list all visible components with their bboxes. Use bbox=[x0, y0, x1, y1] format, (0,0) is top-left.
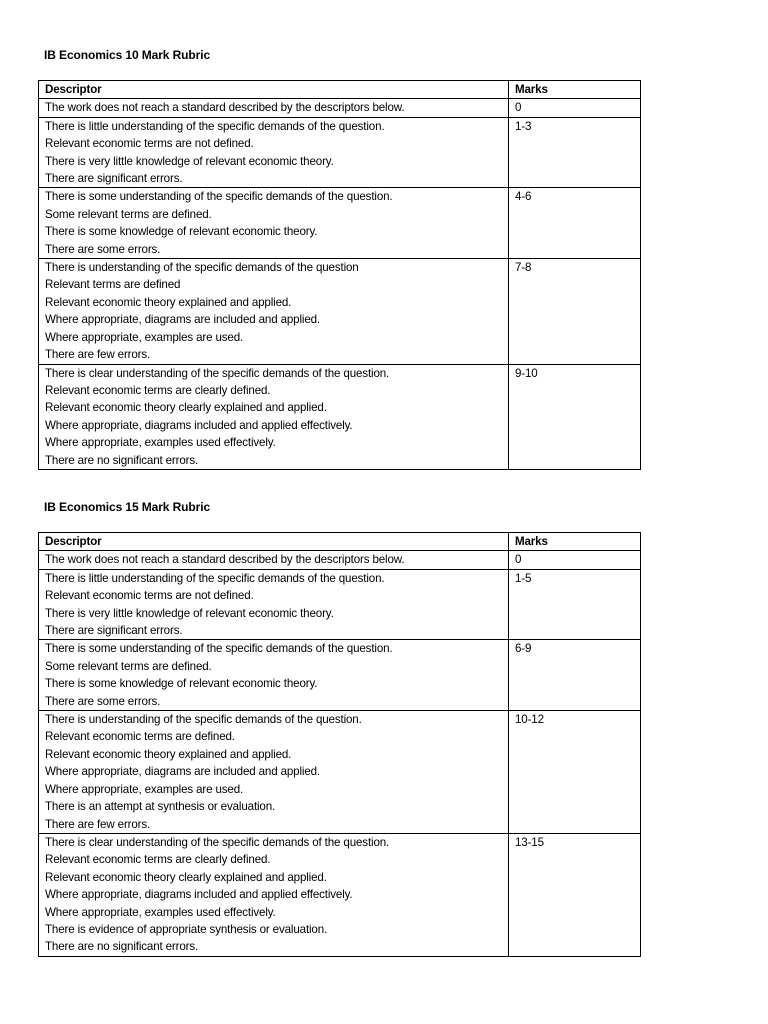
descriptor-line: Relevant economic terms are not defined. bbox=[45, 137, 254, 151]
descriptor-line: There are few errors. bbox=[45, 817, 151, 831]
table-row bbox=[39, 833, 641, 956]
descriptor-line: There is some knowledge of relevant economic theory. bbox=[45, 677, 318, 691]
descriptor-header: Descriptor bbox=[39, 81, 509, 99]
descriptor-line: Where appropriate, examples are used. bbox=[45, 782, 244, 796]
descriptor-line: There is some knowledge of relevant economic theory. bbox=[45, 225, 318, 239]
marks-cell: 7-8 bbox=[509, 259, 641, 364]
table-row bbox=[39, 364, 641, 469]
descriptor-line: The work does not reach a standard described by the descriptors below. bbox=[45, 101, 405, 115]
descriptor-line: Where appropriate, examples used effectively. bbox=[45, 436, 276, 450]
descriptor-line: There are some errors. bbox=[45, 694, 161, 708]
descriptor-line: There is understanding of the specific demands of the question. bbox=[45, 713, 362, 727]
table-row bbox=[39, 640, 641, 711]
marks-cell: 10-12 bbox=[509, 711, 641, 834]
descriptor-line: Where appropriate, diagrams included and applied effectively. bbox=[45, 888, 353, 902]
descriptor-line: Where appropriate, diagrams are included and applied. bbox=[45, 313, 320, 327]
table-row bbox=[39, 99, 641, 117]
rubric-10-table bbox=[38, 80, 641, 470]
descriptor-line: Where appropriate, diagrams included and applied effectively. bbox=[45, 418, 353, 432]
table-row bbox=[39, 551, 641, 569]
descriptor-line: There is some understanding of the specific demands of the question. bbox=[45, 190, 393, 204]
descriptor-line: There are significant errors. bbox=[45, 172, 183, 186]
descriptor-line: Relevant economic theory explained and applied. bbox=[45, 747, 292, 761]
descriptor-line: There are no significant errors. bbox=[45, 940, 199, 954]
marks-cell: 4-6 bbox=[509, 188, 641, 259]
marks-header: Marks bbox=[509, 533, 641, 551]
descriptor-line: There is evidence of appropriate synthesis or evaluation. bbox=[45, 922, 328, 936]
table-row bbox=[39, 188, 641, 259]
descriptor-line: Where appropriate, examples used effectively. bbox=[45, 905, 276, 919]
table-row bbox=[39, 259, 641, 364]
descriptor-line: Relevant economic terms are not defined. bbox=[45, 589, 254, 603]
descriptor-line: There is very little knowledge of relevant economic theory. bbox=[45, 154, 334, 168]
descriptor-cell bbox=[39, 711, 509, 834]
descriptor-line: Relevant economic terms are defined. bbox=[45, 730, 235, 744]
marks-cell: 0 bbox=[509, 99, 641, 117]
descriptor-line: Relevant terms are defined bbox=[45, 278, 181, 292]
descriptor-header: Descriptor bbox=[39, 533, 509, 551]
descriptor-line: Relevant economic theory clearly explained and applied. bbox=[45, 401, 327, 415]
descriptor-line: There are few errors. bbox=[45, 348, 151, 362]
descriptor-line: There is understanding of the specific demands of the question bbox=[45, 261, 359, 275]
descriptor-cell bbox=[39, 117, 509, 188]
marks-cell: 1-5 bbox=[509, 569, 641, 640]
marks-cell: 0 bbox=[509, 551, 641, 569]
marks-cell: 9-10 bbox=[509, 364, 641, 469]
rubric-15-title: IB Economics 15 Mark Rubric bbox=[44, 500, 211, 514]
marks-cell: 6-9 bbox=[509, 640, 641, 711]
descriptor-cell bbox=[39, 833, 509, 956]
descriptor-cell bbox=[39, 99, 509, 117]
descriptor-line: There is little understanding of the specific demands of the question. bbox=[45, 571, 385, 585]
descriptor-line: Some relevant terms are defined. bbox=[45, 207, 212, 221]
descriptor-line: There is an attempt at synthesis or evaluation. bbox=[45, 800, 276, 814]
descriptor-cell bbox=[39, 569, 509, 640]
descriptor-line: The work does not reach a standard described by the descriptors below. bbox=[45, 553, 405, 567]
descriptor-line: There is clear understanding of the specific demands of the question. bbox=[45, 835, 390, 849]
descriptor-line: Where appropriate, examples are used. bbox=[45, 330, 244, 344]
descriptor-line: Relevant economic theory explained and applied. bbox=[45, 295, 292, 309]
descriptor-cell bbox=[39, 364, 509, 469]
descriptor-line: Relevant economic theory clearly explained and applied. bbox=[45, 870, 327, 884]
table-row bbox=[39, 117, 641, 188]
marks-cell: 13-15 bbox=[509, 833, 641, 956]
descriptor-line: There is clear understanding of the specific demands of the question. bbox=[45, 366, 390, 380]
header-row bbox=[39, 81, 641, 99]
table-row bbox=[39, 569, 641, 640]
rubric-10-title: IB Economics 10 Mark Rubric bbox=[44, 48, 211, 62]
marks-cell: 1-3 bbox=[509, 117, 641, 188]
descriptor-line: Where appropriate, diagrams are included and applied. bbox=[45, 765, 320, 779]
marks-header: Marks bbox=[509, 81, 641, 99]
rubric-15-table bbox=[38, 532, 641, 957]
descriptor-line: Relevant economic terms are clearly defined. bbox=[45, 853, 271, 867]
descriptor-cell bbox=[39, 259, 509, 364]
descriptor-line: There are significant errors. bbox=[45, 624, 183, 638]
descriptor-line: Some relevant terms are defined. bbox=[45, 659, 212, 673]
descriptor-line: There is very little knowledge of relevant economic theory. bbox=[45, 606, 334, 620]
descriptor-line: There are some errors. bbox=[45, 242, 161, 256]
descriptor-line: There is little understanding of the specific demands of the question. bbox=[45, 119, 385, 133]
descriptor-line: There are no significant errors. bbox=[45, 453, 199, 467]
descriptor-line: Relevant economic terms are clearly defined. bbox=[45, 383, 271, 397]
descriptor-cell bbox=[39, 640, 509, 711]
header-row bbox=[39, 533, 641, 551]
descriptor-line: There is some understanding of the specific demands of the question. bbox=[45, 642, 393, 656]
descriptor-cell bbox=[39, 188, 509, 259]
table-row bbox=[39, 711, 641, 834]
descriptor-cell bbox=[39, 551, 509, 569]
